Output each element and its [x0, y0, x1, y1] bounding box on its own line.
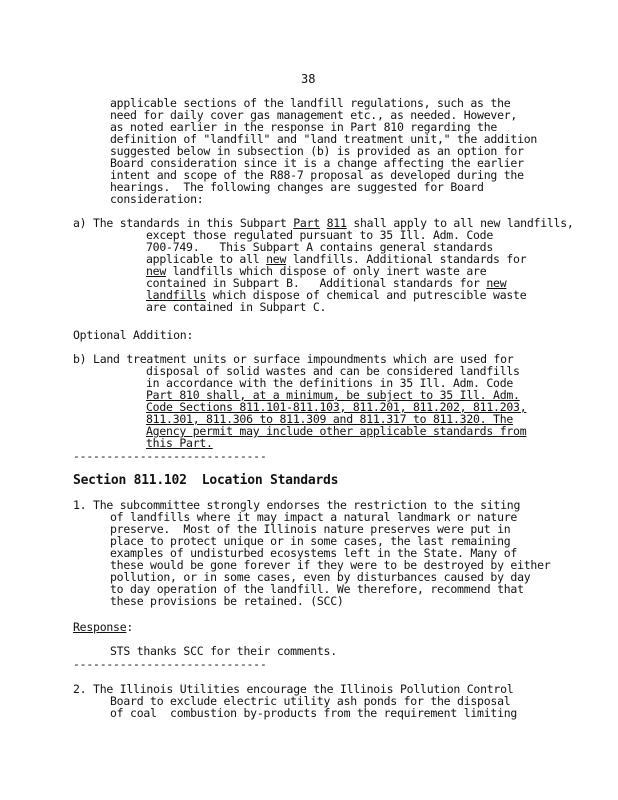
item-1-line: pollution, or in some cases, even by disturbances caused by day	[110, 570, 531, 584]
intro-line: consideration:	[110, 192, 204, 206]
response-text: STS thanks SCC for their comments.	[110, 644, 337, 658]
para-b-line: 811.301, 811.306 to 811.309 and 811.317 to 811.320. The	[146, 412, 514, 426]
item-2-line: 2. The Illinois Utilities encourage the Illinois Pollution Control	[73, 682, 514, 696]
item-2-line: of coal combustion by-products from the requirement limiting	[110, 706, 518, 720]
separator: -----------------------------	[73, 657, 267, 671]
response-heading	[73, 621, 133, 633]
para-a-line: 700-749. This Subpart A contains general standards	[146, 240, 494, 254]
intro-line: applicable sections of the landfill regulations, such as the	[110, 96, 511, 110]
intro-line: definition of "landfill" and "land treatment unit," the addition	[110, 132, 538, 146]
inserted-text: Part	[293, 216, 320, 230]
para-b-line: Agency permit may include other applicable standards from	[146, 424, 527, 438]
intro-line: hearings. The following changes are suggested for Board	[110, 180, 484, 194]
para-a-text: a) The standards in this Subpart	[73, 216, 294, 230]
para-a-text: landfills which dispose of only inert waste are	[166, 264, 487, 278]
item-1-line: of landfills where it may impact a natural landmark or nature	[110, 510, 518, 524]
item-1-line: examples of undisturbed ecosystems left in the State. Many of	[110, 546, 518, 560]
item-1-line: 1. The subcommittee strongly endorses the restriction to the siting	[73, 498, 521, 512]
para-b-line: disposal of solid wastes and can be considered landfills	[146, 364, 520, 378]
para-b-line: Part 810 shall, at a minimum, be subject to 35 Ill. Adm.	[146, 388, 520, 402]
para-b-line: Code Sections 811.101-811.103, 811.201, 811.202, 811.203,	[146, 400, 527, 414]
para-b-line: this Part.	[146, 436, 213, 450]
section-heading: Section 811.102 Location Standards	[73, 473, 339, 488]
separator: -----------------------------	[73, 449, 267, 463]
para-a-text: shall apply to all new landfills,	[346, 216, 574, 230]
para-b-line: b) Land treatment units or surface impoundments which are used for	[73, 352, 514, 366]
response-label: Response	[73, 620, 127, 634]
item-1-line: these would be gone forever if they were to be destroyed by either	[110, 558, 551, 572]
intro-line: need for daily cover gas management etc., as needed. However,	[110, 108, 518, 122]
inserted-text: new	[266, 252, 287, 266]
optional-addition-heading: Optional Addition:	[73, 328, 194, 342]
page-number: 38	[301, 72, 316, 86]
item-2-line: Board to exclude electric utility ash ponds for the disposal	[110, 694, 511, 708]
intro-line: Board consideration since it is a change affecting the earlier	[110, 156, 524, 170]
inserted-text: new	[486, 276, 507, 290]
para-b-line: in accordance with the definitions in 35 Ill. Adm. Code	[146, 376, 514, 390]
inserted-text: landfills	[146, 288, 207, 302]
para-a-line: except those regulated pursuant to 35 Ill. Adm. Code	[146, 228, 494, 242]
para-a-text: landfills. Additional standards for	[286, 252, 527, 266]
intro-line: as noted earlier in the response in Part 810 regarding the	[110, 120, 498, 134]
item-1-line: to day operation of the landfill. We therefore, recommend that	[110, 582, 524, 596]
para-a-text: applicable to all	[146, 252, 267, 266]
item-1-line: place to protect unique or in some cases, the last remaining	[110, 534, 511, 548]
intro-line: intent and scope of the R88-7 proposal as developed during the	[110, 168, 524, 182]
item-1-line: preserve. Most of the Illinois nature preserves were put in	[110, 522, 511, 536]
para-a-line: are contained in Subpart C.	[146, 300, 327, 314]
response-colon: :	[126, 620, 134, 634]
item-1-line: these provisions be retained. (SCC)	[110, 594, 344, 608]
intro-line: suggested below in subsection (b) is provided as an option for	[110, 144, 524, 158]
inserted-text: new	[146, 264, 167, 278]
para-a-text: contained in Subpart B. Additional standards for	[146, 276, 487, 290]
para-a-text: which dispose of chemical and putrescible waste	[206, 288, 527, 302]
inserted-text: 811	[326, 216, 347, 230]
